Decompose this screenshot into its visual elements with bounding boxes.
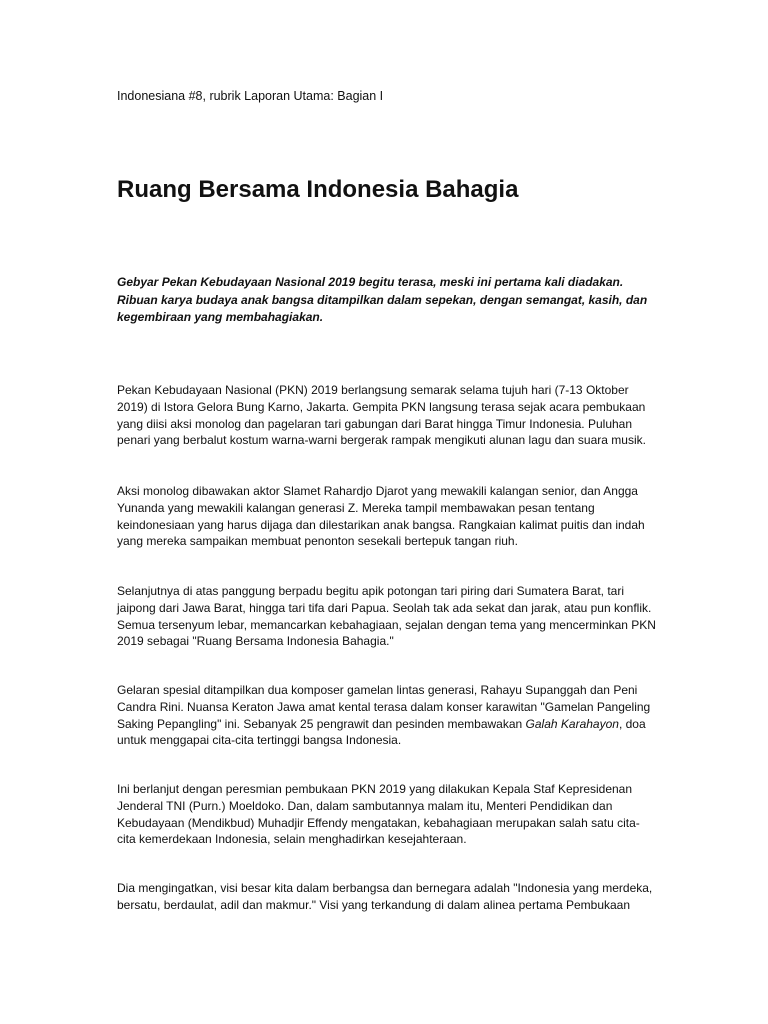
paragraph-4-text-after: , doa untuk menggapai cita-cita tertinggi bangsa Indonesia. <box>117 716 646 748</box>
body-paragraph-1: Pekan Kebudayaan Nasional (PKN) 2019 berlangsung semarak selama tujuh hari (7-13 Oktober 2019) di Istora Gelora Bung Karno, Jakarta. Gempita PKN langsung terasa sejak acara pembukaan yang diisi aksi monolog dan pagelaran tari gabungan dari Barat hingga Timur Indonesia. Puluhan penari yang berbalut kostum warna-warni bergerak rampak mengikuti alunan lagu dan suara musik. <box>117 383 646 448</box>
rubric-line: Indonesiana #8, rubrik Laporan Utama: Bagian I <box>117 89 384 103</box>
article-title: Ruang Bersama Indonesia Bahagia <box>117 176 519 203</box>
paragraph-4-emphasis: Galah Karahayon <box>525 716 619 731</box>
body-paragraph-6: Dia mengingatkan, visi besar kita dalam berbangsa dan bernegara adalah "Indonesia yang merdeka, bersatu, berdaulat, adil dan makmur." Visi yang terkandung di dalam alinea pertama Pembukaan <box>117 881 653 912</box>
paragraph-4-text-before: Gelaran spesial ditampilkan dua komposer gamelan lintas generasi, Rahayu Supanggah dan Peni Candra Rini. Nuansa Keraton Jawa amat kental terasa dalam konser karawitan "Gamelan Pangeling Saking Pepangling" ini. Sebanyak 25 pengrawit dan pesinden membawakan <box>117 683 651 731</box>
article-lead: Gebyar Pekan Kebudayaan Nasional 2019 begitu terasa, meski ini pertama kali diadakan. Ribuan karya budaya anak bangsa ditampilkan dalam sepekan, dengan semangat, kasih, dan kegembiraan yang membahagiakan. <box>117 275 648 324</box>
body-paragraph-3: Selanjutnya di atas panggung berpadu begitu apik potongan tari piring dari Sumatera Barat, tari jaipong dari Jawa Barat, hingga tari tifa dari Papua. Seolah tak ada sekat dan jarak, atau pun konflik. Semua tersenyum lebar, memancarkan kebahagiaan, sejalan dengan tema yang mencerminkan PKN 2019 sebagai "Ruang Bersama Indonesia Bahagia." <box>117 584 656 649</box>
body-paragraph-5: Ini berlanjut dengan peresmian pembukaan PKN 2019 yang dilakukan Kepala Staf Kepresidenan Jenderal TNI (Purn.) Moeldoko. Dan, dalam sambutannya malam itu, Menteri Pendidikan dan Kebudayaan (Mendikbud) Muhadjir Effendy mengatakan, kebahagiaan merupakan salah satu cita-cita kemerdekaan Indonesia, selain menghadirkan kesejahteraan. <box>117 782 640 847</box>
body-paragraph-4 <box>117 682 657 749</box>
body-paragraph-2: Aksi monolog dibawakan aktor Slamet Rahardjo Djarot yang mewakili kalangan senior, dan Angga Yunanda yang mewakili kalangan generasi Z. Mereka tampil membawakan pesan tentang keindonesiaan yang harus dijaga dan dilestarikan anak bangsa. Rangkaian kalimat puitis dan indah yang mereka sampaikan membuat penonton sesekali bertepuk tangan riuh. <box>117 484 645 549</box>
